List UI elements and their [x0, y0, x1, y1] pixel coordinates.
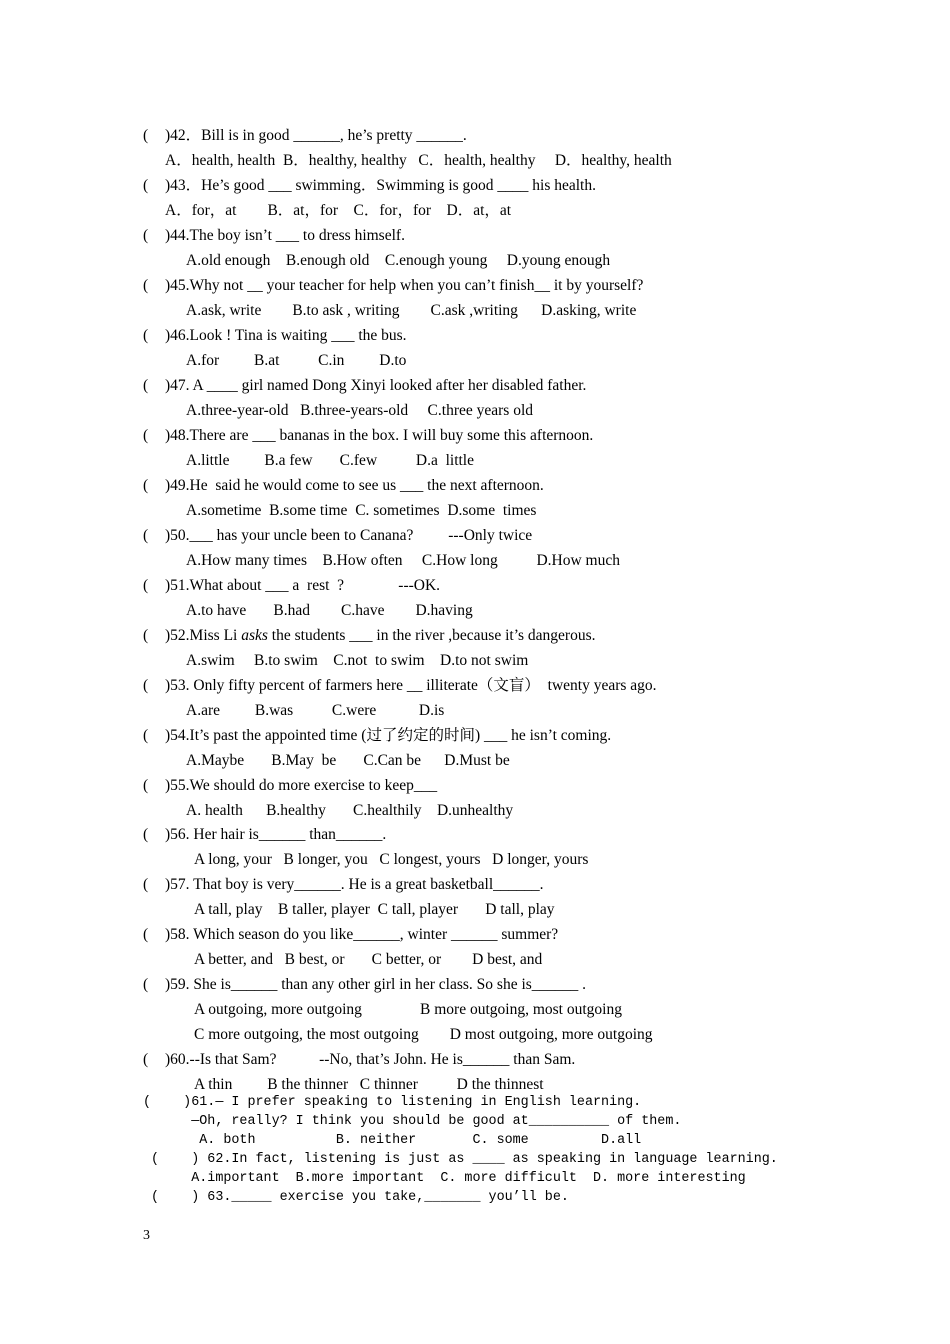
question-blank-paren: ( [143, 826, 149, 843]
question-options: A outgoing, more outgoing B more outgoing, most outgoing [194, 1001, 622, 1018]
question-stem: )44.The boy isn’t ___ to dress himself. [165, 227, 405, 244]
question-stem: )50.___ has your uncle been to Canana? ---Only twice [165, 527, 533, 544]
question-blank-paren: ( [143, 577, 149, 594]
question-options: A.ask, write B.to ask , writing C.ask ,writing D.asking, write [186, 302, 637, 319]
question-blank-paren: ( [143, 1051, 149, 1068]
question-options: A better, and B best, or C better, or D best, and [194, 951, 543, 968]
question-line: ( ) 62.In fact, listening is just as ____ as speaking in language learning. [143, 1152, 778, 1167]
question-blank-paren: ( [143, 926, 149, 943]
question-stem: )53. Only fifty percent of farmers here __ illiterate（文盲） twenty years ago. [165, 677, 657, 694]
question-stem: )52.Miss Li asks the students ___ in the river ,because it’s dangerous. [165, 627, 596, 644]
question-blank-paren: ( [143, 976, 149, 993]
question-options: A.How many times B.How often C.How long D.How much [186, 552, 620, 569]
question-options: A.sometime B.some time C. sometimes D.some times [186, 502, 537, 519]
question-blank-paren: ( [143, 377, 149, 394]
question-options: A tall, play B taller, player C tall, player D tall, play [194, 901, 555, 918]
question-stem: )47. A ____ girl named Dong Xinyi looked after her disabled father. [165, 377, 587, 394]
question-stem: )48.There are ___ bananas in the box. I will buy some this afternoon. [165, 427, 594, 444]
question-blank-paren: ( [143, 477, 149, 494]
question-options: A. health B.healthy C.healthily D.unhealthy [186, 802, 514, 819]
question-options: A.for B.at C.in D.to [186, 352, 407, 369]
question-options: A thin B the thinner C thinner D the thinnest [194, 1076, 544, 1093]
question-line: ( ) 63._____ exercise you take,_______ you’ll be. [143, 1190, 569, 1205]
question-line: A.important B.more important C. more difficult D. more interesting [143, 1171, 746, 1186]
question-blank-paren: ( [143, 127, 149, 144]
question-stem: )57. That boy is very______. He is a great basketball______. [165, 876, 544, 893]
question-blank-paren: ( [143, 277, 149, 294]
question-options: A．health, health B．healthy, healthy C．health, healthy D．healthy, health [165, 152, 672, 169]
question-blank-paren: ( [143, 777, 149, 794]
question-line: —Oh, really? I think you should be good at__________ of them. [143, 1114, 682, 1129]
question-stem: )45.Why not __ your teacher for help when you can’t finish__ it by yourself? [165, 277, 644, 294]
question-stem: )46.Look ! Tina is waiting ___ the bus. [165, 327, 407, 344]
page-number: 3 [143, 1228, 150, 1243]
question-stem: )54.It’s past the appointed time (过了约定的时间) ___ he isn’t coming. [165, 727, 612, 744]
question-options: A.swim B.to swim C.not to swim D.to not swim [186, 652, 529, 669]
question-options: A.are B.was C.were D.is [186, 702, 445, 719]
question-stem: )49.He said he would come to see us ___ the next afternoon. [165, 477, 544, 494]
question-options: A.old enough B.enough old C.enough young D.young enough [186, 252, 611, 269]
question-blank-paren: ( [143, 177, 149, 194]
question-blank-paren: ( [143, 327, 149, 344]
question-stem: )59. She is______ than any other girl in her class. So she is______ . [165, 976, 587, 993]
question-blank-paren: ( [143, 627, 149, 644]
question-blank-paren: ( [143, 677, 149, 694]
question-blank-paren: ( [143, 427, 149, 444]
question-blank-paren: ( [143, 876, 149, 893]
question-blank-paren: ( [143, 727, 149, 744]
question-stem: )58. Which season do you like______, winter ______ summer? [165, 926, 559, 943]
question-blank-paren: ( [143, 227, 149, 244]
question-options: A long, your B longer, you C longest, yours D longer, yours [194, 851, 589, 868]
question-stem: )60.--Is that Sam? --No, that’s John. He is______ than Sam. [165, 1051, 576, 1068]
question-blank-paren: ( [143, 527, 149, 544]
question-options: C more outgoing, the most outgoing D most outgoing, more outgoing [194, 1026, 653, 1043]
question-options: A.three-year-old B.three-years-old C.three years old [186, 402, 534, 419]
question-options: A.Maybe B.May be C.Can be D.Must be [186, 752, 510, 769]
question-stem: )51.What about ___ a rest ? ---OK. [165, 577, 441, 594]
question-options: A.to have B.had C.have D.having [186, 602, 473, 619]
question-options: A．for，at B．at，for C．for，for D．at，at [165, 202, 512, 219]
question-stem: )43．He’s good ___ swimming．Swimming is good ____ his health. [165, 177, 596, 194]
question-line: ( )61.— I prefer speaking to listening in English learning. [143, 1095, 642, 1110]
question-stem: )42．Bill is in good ______, he’s pretty ______. [165, 127, 467, 144]
question-stem: )55.We should do more exercise to keep___ [165, 777, 438, 794]
question-line: A. both B. neither C. some D.all [143, 1133, 642, 1148]
question-options: A.little B.a few C.few D.a little [186, 452, 474, 469]
question-stem: )56. Her hair is______ than______. [165, 826, 387, 843]
